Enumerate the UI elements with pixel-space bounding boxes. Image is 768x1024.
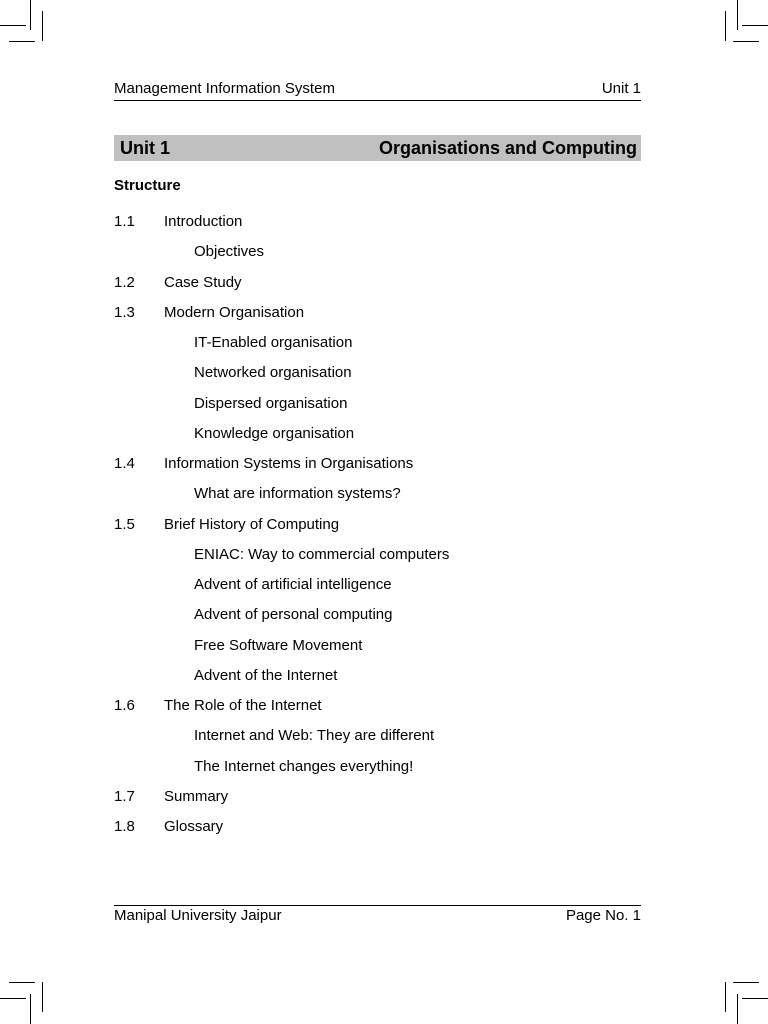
toc-subsection-title: Advent of the Internet xyxy=(194,666,338,684)
table-of-contents xyxy=(114,212,641,847)
page-number: Page No. 1 xyxy=(565,907,641,924)
unit-banner xyxy=(114,135,641,161)
toc-section xyxy=(114,515,641,545)
crop-mark xyxy=(42,982,43,1012)
toc-subsection-title: IT-Enabled organisation xyxy=(194,334,353,351)
toc-section-number: 1.5 xyxy=(114,515,135,533)
course-title: Management Information System xyxy=(114,80,335,97)
toc-subsection xyxy=(114,575,641,605)
toc-subsection xyxy=(114,726,641,756)
toc-subsection xyxy=(114,394,641,424)
toc-subsection xyxy=(114,666,641,696)
toc-subsection-title: Objectives xyxy=(194,243,265,261)
toc-subsection-title: ENIAC: Way to commercial computers xyxy=(194,545,450,563)
unit-number: Unit 1 xyxy=(120,138,171,158)
toc-subsection xyxy=(114,545,641,575)
toc-subsection xyxy=(114,242,641,272)
toc-section-number: 1.7 xyxy=(114,787,135,805)
toc-section-number: 1.6 xyxy=(114,697,135,714)
crop-mark xyxy=(9,41,35,42)
toc-section xyxy=(114,212,641,242)
toc-subsection-title: What are information systems? xyxy=(194,485,401,503)
running-footer xyxy=(114,905,641,924)
toc-subsection-title: Advent of artificial intelligence xyxy=(194,576,392,593)
toc-section xyxy=(114,273,641,303)
toc-section-title: Glossary xyxy=(164,818,224,835)
running-header xyxy=(114,79,641,101)
toc-subsection-title: Dispersed organisation xyxy=(194,394,348,412)
toc-section-title: Information Systems in Organisations xyxy=(164,455,414,472)
crop-mark xyxy=(725,11,726,41)
crop-mark xyxy=(30,994,31,1024)
crop-mark xyxy=(0,998,26,999)
crop-mark xyxy=(737,0,738,30)
toc-subsection-title: Free Software Movement xyxy=(194,636,363,654)
university-name: Manipal University Jaipur xyxy=(114,907,282,924)
crop-mark xyxy=(742,25,768,26)
toc-subsection xyxy=(114,636,641,666)
toc-section-title: Summary xyxy=(164,787,229,805)
toc-section-number: 1.1 xyxy=(114,213,135,230)
crop-mark xyxy=(725,982,726,1012)
crop-mark xyxy=(733,41,759,42)
toc-section-title: The Role of the Internet xyxy=(164,697,322,714)
toc-section-title: Case Study xyxy=(164,273,242,291)
toc-subsection-title: The Internet changes everything! xyxy=(194,757,414,775)
toc-section-number: 1.2 xyxy=(114,273,135,291)
toc-subsection xyxy=(114,363,641,393)
crop-mark xyxy=(9,982,35,983)
crop-mark xyxy=(42,11,43,41)
crop-mark xyxy=(733,982,759,983)
toc-subsection-title: Internet and Web: They are different xyxy=(194,727,435,745)
toc-section-title: Modern Organisation xyxy=(164,303,305,321)
toc-section-number: 1.3 xyxy=(114,303,135,321)
toc-section xyxy=(114,817,641,847)
toc-section-number: 1.8 xyxy=(114,818,135,835)
toc-subsection-title: Networked organisation xyxy=(194,364,352,382)
crop-mark xyxy=(30,0,31,30)
toc-subsection xyxy=(114,424,641,454)
header-unit-label: Unit 1 xyxy=(601,80,641,97)
toc-subsection xyxy=(114,333,641,363)
unit-title: Organisations and Computing xyxy=(378,138,637,158)
toc-subsection xyxy=(114,605,641,635)
toc-section-number: 1.4 xyxy=(114,455,135,472)
crop-mark xyxy=(742,998,768,999)
structure-heading: Structure xyxy=(114,177,181,194)
toc-subsection-title: Knowledge organisation xyxy=(194,424,355,442)
toc-section-title: Brief History of Computing xyxy=(164,515,340,533)
toc-section-title: Introduction xyxy=(164,213,243,230)
toc-section xyxy=(114,787,641,817)
toc-section xyxy=(114,696,641,726)
crop-mark xyxy=(737,994,738,1024)
crop-mark xyxy=(0,25,26,26)
toc-section xyxy=(114,454,641,484)
toc-subsection xyxy=(114,757,641,787)
toc-subsection xyxy=(114,484,641,514)
toc-subsection-title: Advent of personal computing xyxy=(194,606,393,624)
toc-section xyxy=(114,303,641,333)
